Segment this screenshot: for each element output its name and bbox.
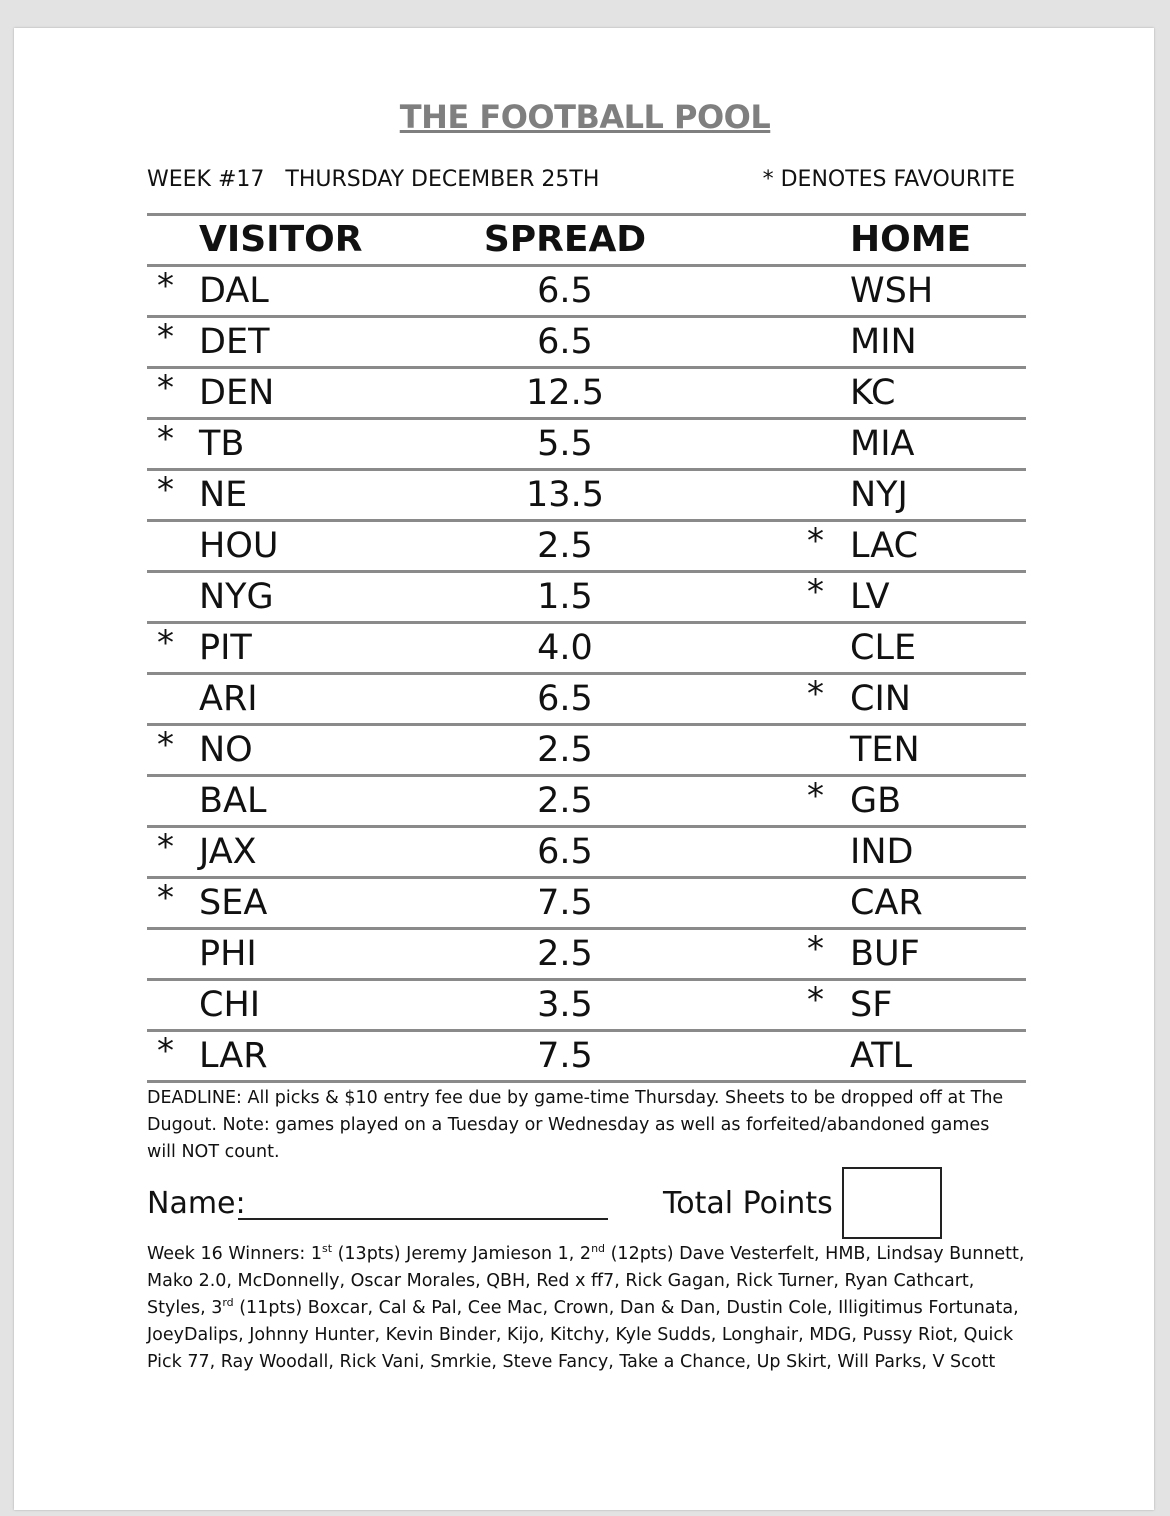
visitor-favourite-star: * — [157, 419, 174, 459]
winners-intro: Week 16 Winners: 1 — [147, 1244, 322, 1264]
week-winners — [147, 1241, 1027, 1376]
spread-value: 6.5 — [537, 832, 593, 872]
game-row — [147, 930, 1026, 981]
deadline-note: DEADLINE: All picks & $10 entry fee due by game-time Thursday. Sheets to be dropped off at The Dugout. Note: games played on a Tuesday or Wednesday as well as forfeited/abandoned games will NOT count. — [147, 1088, 1004, 1162]
home-team: MIA — [850, 424, 915, 464]
visitor-team: NO — [199, 730, 253, 770]
visitor-team: NYG — [199, 577, 274, 617]
home-favourite-star: * — [807, 929, 824, 969]
winners-second-sup: nd — [591, 1242, 606, 1256]
favourite-note: * DENOTES FAVOURITE — [762, 167, 1015, 192]
total-points-box[interactable] — [842, 1167, 942, 1239]
spread-value: 13.5 — [526, 475, 604, 515]
spread-value: 1.5 — [537, 577, 593, 617]
visitor-team: SEA — [199, 883, 268, 923]
visitor-favourite-star: * — [157, 470, 174, 510]
home-team: CLE — [850, 628, 917, 668]
game-row — [147, 471, 1026, 522]
visitor-favourite-star: * — [157, 878, 174, 918]
spread-value: 2.5 — [537, 526, 593, 566]
visitor-team: HOU — [199, 526, 279, 566]
visitor-favourite-star: * — [157, 725, 174, 765]
visitor-team: JAX — [199, 832, 257, 872]
visitor-team: DET — [199, 322, 270, 362]
home-team: IND — [850, 832, 914, 872]
visitor-favourite-star: * — [157, 266, 174, 306]
game-row — [147, 369, 1026, 420]
games-table — [147, 213, 1026, 1083]
home-favourite-star: * — [807, 674, 824, 714]
home-team: WSH — [850, 271, 934, 311]
winners-third-sup: rd — [222, 1296, 234, 1310]
visitor-team: LAR — [199, 1036, 268, 1076]
home-team: KC — [850, 373, 896, 413]
header-home: HOME — [850, 219, 972, 260]
winners-second: (12pts) Dave Vesterfelt, HMB, Lindsay Bunnett, Mako 2.0, McDonnelly, Oscar Morales, QBH, Red x ff7, Rick Gagan, Rick Turner, Ryan Cathcart, Styles, 3 — [147, 1244, 1025, 1318]
home-team: ATL — [850, 1036, 913, 1076]
spread-value: 5.5 — [537, 424, 593, 464]
game-row — [147, 981, 1026, 1032]
game-row — [147, 420, 1026, 471]
game-row — [147, 675, 1026, 726]
visitor-team: DAL — [199, 271, 269, 311]
spread-value: 2.5 — [537, 781, 593, 821]
visitor-favourite-star: * — [157, 827, 174, 867]
winners-first-sup: st — [321, 1242, 333, 1256]
header-visitor: VISITOR — [199, 219, 363, 260]
total-points-label: Total Points — [663, 1186, 833, 1221]
spread-value: 3.5 — [537, 985, 593, 1025]
home-team: CAR — [850, 883, 923, 923]
week-line: WEEK #17 THURSDAY DECEMBER 25TH — [147, 167, 600, 192]
game-rows — [147, 267, 1026, 1083]
game-row — [147, 828, 1026, 879]
page-title: THE FOOTBALL POOL — [399, 98, 771, 136]
game-row — [147, 1032, 1026, 1083]
home-team: NYJ — [850, 475, 908, 515]
winners-first: (13pts) Jeremy Jamieson 1, 2 — [332, 1244, 592, 1264]
spread-value: 4.0 — [537, 628, 593, 668]
game-row — [147, 726, 1026, 777]
visitor-team: TB — [199, 424, 245, 464]
home-team: MIN — [850, 322, 917, 362]
visitor-favourite-star: * — [157, 623, 174, 663]
home-favourite-star: * — [807, 572, 824, 612]
visitor-team: NE — [199, 475, 248, 515]
spread-value: 7.5 — [537, 883, 593, 923]
visitor-team: CHI — [199, 985, 261, 1025]
home-team: LV — [850, 577, 890, 617]
header-spread: SPREAD — [483, 219, 647, 260]
name-input-line[interactable] — [238, 1218, 608, 1220]
visitor-favourite-star: * — [157, 368, 174, 408]
visitor-favourite-star: * — [157, 1031, 174, 1071]
home-favourite-star: * — [807, 776, 824, 816]
spread-value: 2.5 — [537, 730, 593, 770]
spread-value: 6.5 — [537, 322, 593, 362]
name-label: Name: — [147, 1186, 246, 1221]
game-row — [147, 522, 1026, 573]
spread-value: 12.5 — [526, 373, 604, 413]
home-team: GB — [850, 781, 902, 821]
home-favourite-star: * — [807, 521, 824, 561]
game-row — [147, 879, 1026, 930]
visitor-team: BAL — [199, 781, 267, 821]
home-team: LAC — [850, 526, 919, 566]
table-header-row — [147, 216, 1026, 267]
game-row — [147, 624, 1026, 675]
visitor-favourite-star: * — [157, 317, 174, 357]
visitor-team: PIT — [199, 628, 252, 668]
spread-value: 7.5 — [537, 1036, 593, 1076]
visitor-team: DEN — [199, 373, 275, 413]
home-favourite-star: * — [807, 980, 824, 1020]
winners-third: (11pts) Boxcar, Cal & Pal, Cee Mac, Crown, Dan & Dan, Dustin Cole, Illigitimus Fortunata, JoeyDalips, Johnny Hunter, Kevin Binder, Kijo, Kitchy, Kyle Sudds, Longhair, MDG, Pussy Riot, Quick Pick 77, Ray Woodall, Rick Vani, Smrkie, Steve Fancy, Take a Chance, Up Skirt, Will Parks, V Scott — [147, 1298, 1019, 1372]
visitor-team: PHI — [199, 934, 257, 974]
home-team: TEN — [850, 730, 920, 770]
home-team: CIN — [850, 679, 911, 719]
game-row — [147, 318, 1026, 369]
game-row — [147, 573, 1026, 624]
spread-value: 6.5 — [537, 271, 593, 311]
home-team: BUF — [850, 934, 920, 974]
home-team: SF — [850, 985, 893, 1025]
spread-value: 6.5 — [537, 679, 593, 719]
visitor-team: ARI — [199, 679, 258, 719]
spread-value: 2.5 — [537, 934, 593, 974]
game-row — [147, 777, 1026, 828]
game-row — [147, 267, 1026, 318]
